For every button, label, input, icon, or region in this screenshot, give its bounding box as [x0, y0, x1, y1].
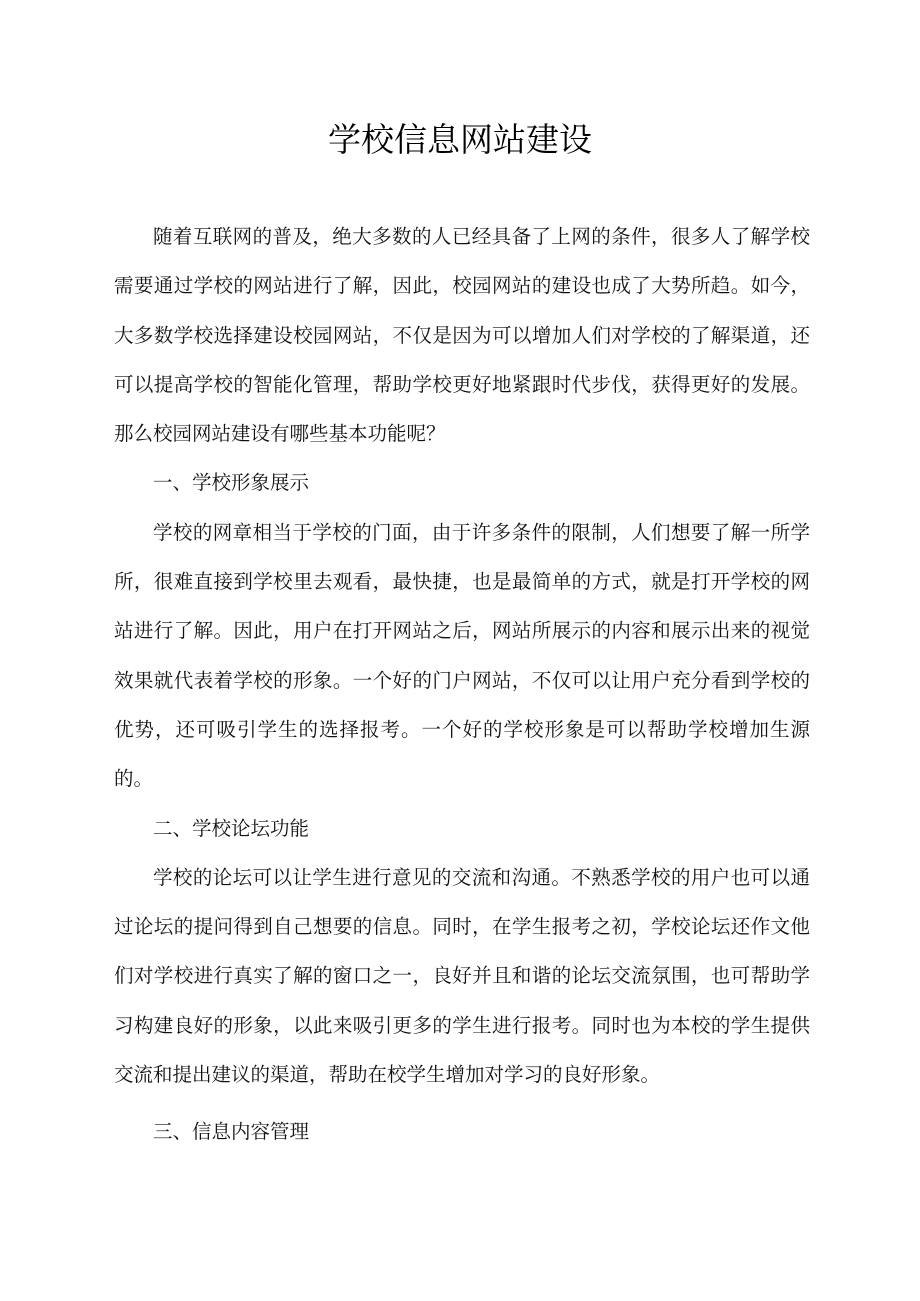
document-title: 学校信息网站建设	[328, 120, 592, 159]
section-heading-2: 二、学校论坛功能	[153, 816, 310, 840]
document-body	[114, 212, 810, 1157]
section-2-paragraph: 学校的论坛可以让学生进行意见的交流和沟通。不熟悉学校的用户也可以通过论坛的提问得到自己想要的信息。同时，在学生报考之初，学校论坛还作文他们对学校进行真实了解的窗口之一，良好并且和谐的论坛交流氛围，也可帮助学习构建良好的形象，以此来吸引更多的学生进行报考。同时也为本校的学生提供交流和提出建议的渠道，帮助在校学生增加对学习的良好形象。	[114, 865, 810, 1087]
section-1-paragraph: 学校的网章相当于学校的门面，由于许多条件的限制，人们想要了解一所学所，很难直接到学校里去观看，最快捷，也是最简单的方式，就是打开学校的网站进行了解。因此，用户在打开网站之后，网站所展示的内容和展示出来的视觉效果就代表着学校的形象。一个好的门户网站，不仅可以让用户充分看到学校的优势，还可吸引学生的选择报考。一个好的学校形象是可以帮助学校增加生源的。	[114, 520, 810, 791]
intro-paragraph: 随着互联网的普及，绝大多数的人已经具备了上网的条件，很多人了解学校需要通过学校的网站进行了解，因此，校园网站的建设也成了大势所趋。如今，大多数学校选择建设校园网站，不仅是因为可以增加人们对学校的了解渠道，还可以提高学校的智能化管理，帮助学校更好地紧跟时代步伐，获得更好的发展。那么校园网站建设有哪些基本功能呢？	[114, 225, 810, 446]
section-heading-1: 一、学校形象展示	[153, 471, 310, 495]
section-heading-3: 三、信息内容管理	[153, 1120, 310, 1144]
